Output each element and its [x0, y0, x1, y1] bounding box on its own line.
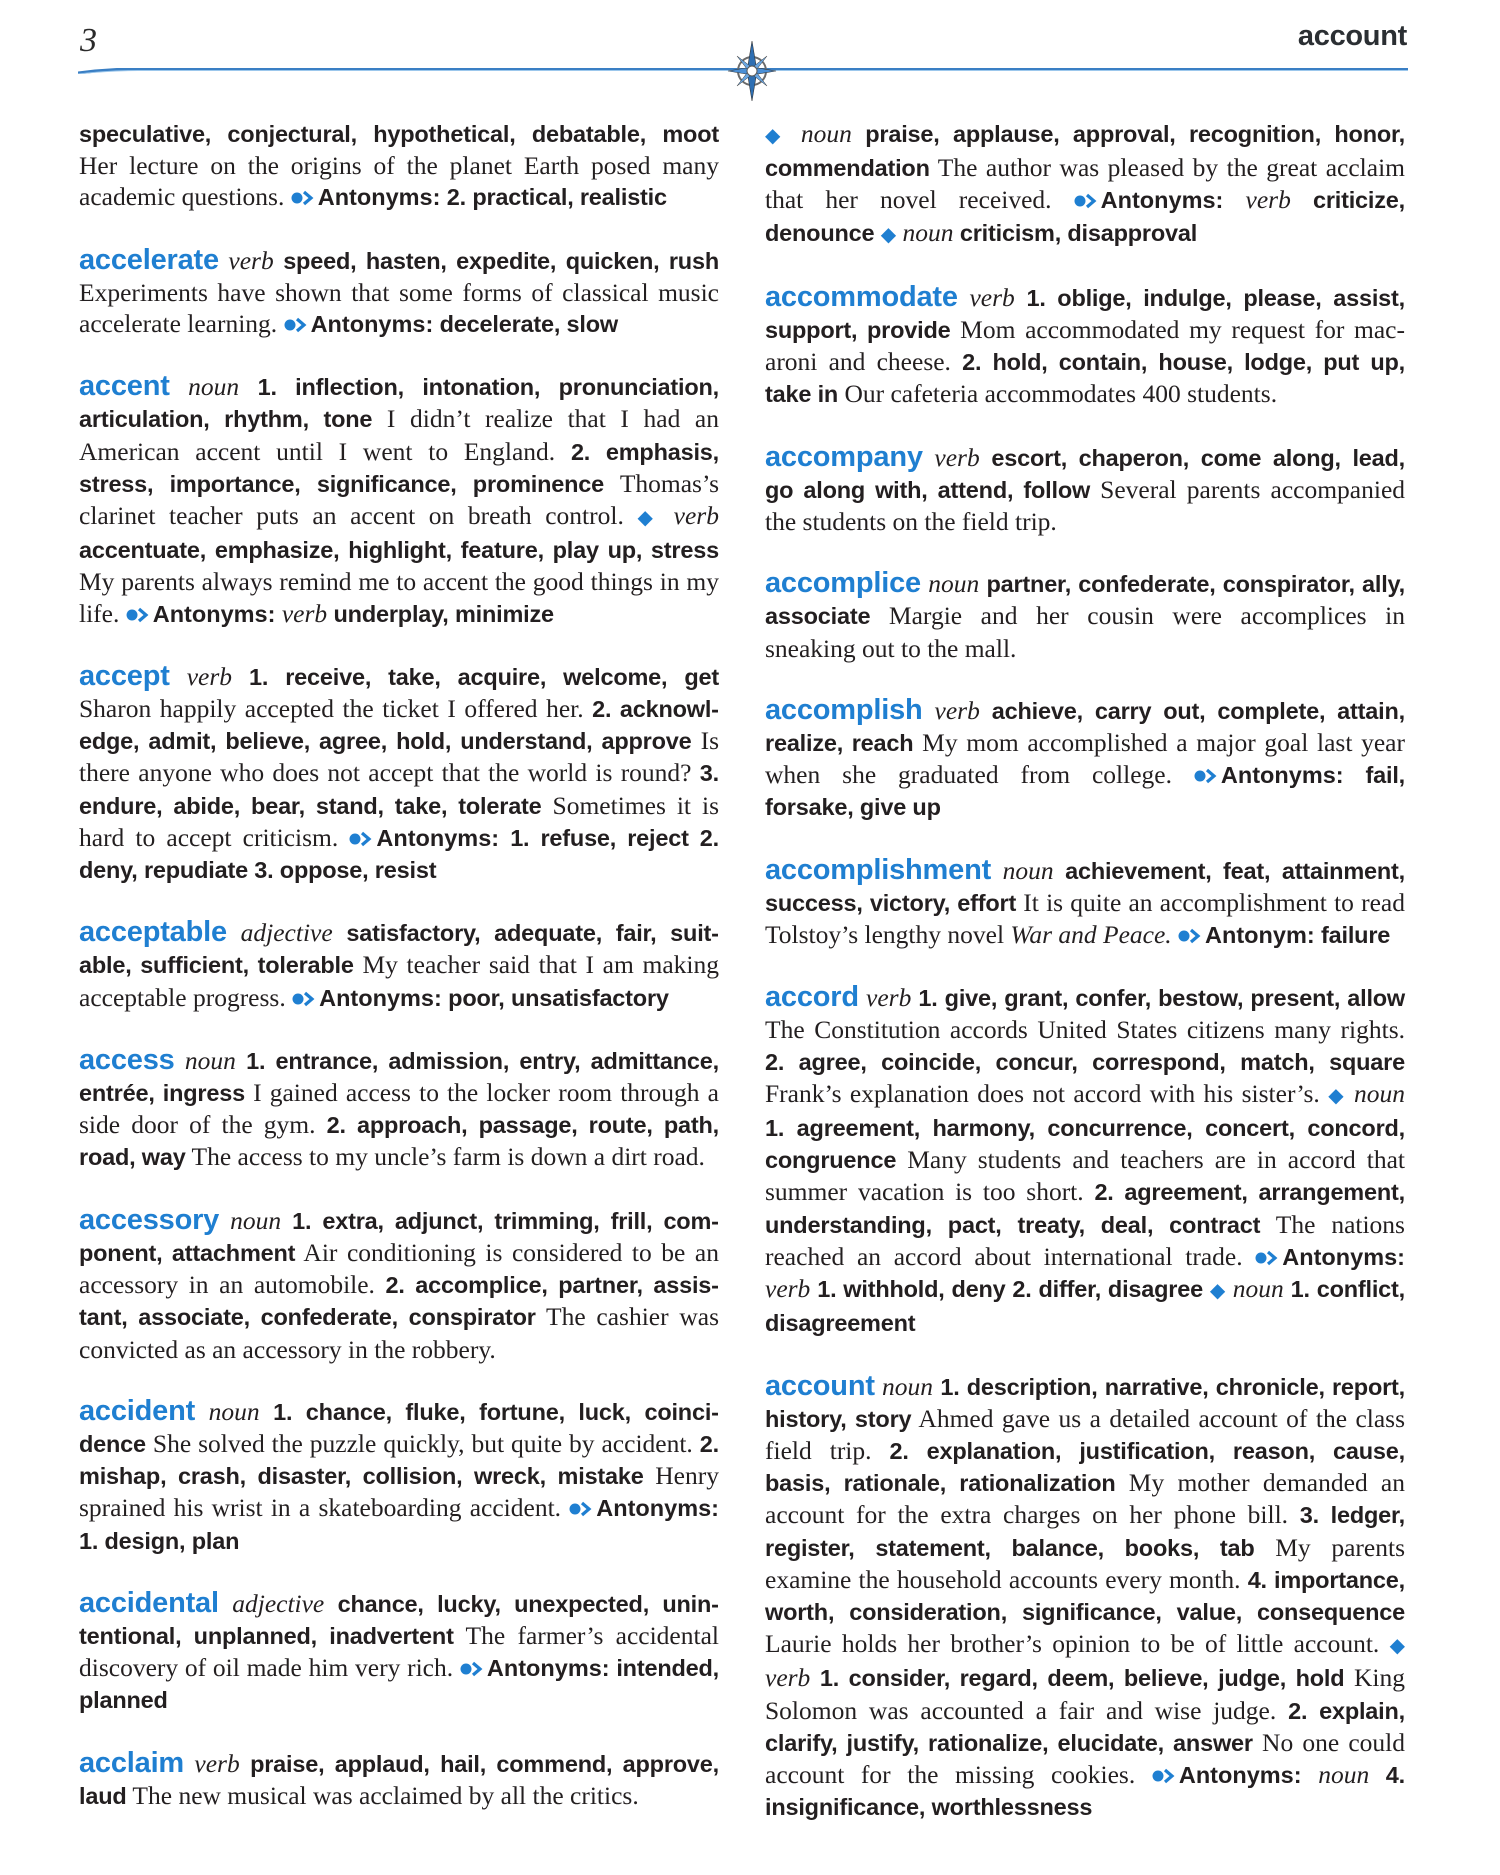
synonyms: 2. approach, passage, route, path, road, way — [79, 1112, 719, 1171]
synonyms: 1. chance, fluke, fortune, luck, coincidence — [79, 1398, 719, 1457]
example-sentence: Experiments have shown that some forms of classical music accelerate learning. — [79, 277, 719, 339]
headword: accidental — [79, 1586, 219, 1619]
synonyms: 1. design, plan — [79, 1527, 240, 1554]
antonyms-label: Antonyms: — [310, 311, 434, 338]
diamond-icon: ◆ — [1389, 1635, 1405, 1658]
antonym-marker-icon — [569, 1501, 593, 1517]
antonyms-label: Antonyms: — [376, 824, 500, 851]
example-sentence: The access to my uncle’s farm is down a dirt road. — [185, 1142, 705, 1172]
part-of-speech: verb — [275, 598, 334, 628]
synonyms: fail, forsake, give up — [765, 762, 1405, 821]
example-sentence: It is quite an accomplishment to read Tolstoy’s lengthy novel — [765, 887, 1405, 950]
example-sentence: No one could account for the missing cookies. — [765, 1727, 1406, 1789]
headword: accomplishment — [765, 853, 992, 886]
example-sentence: Many students and teachers are in accord that summer vacation is too short. — [765, 1145, 1405, 1207]
example-sentence: The Constitution accords United States citizens many rights. — [765, 1015, 1405, 1045]
synonyms: 2. accomplice, partner, assistant, associate, confederate, conspirator — [79, 1272, 719, 1331]
entry-continuation — [79, 118, 719, 214]
right-column — [765, 118, 1405, 1854]
synonyms: 4. insignificance, worthlessness — [765, 1761, 1405, 1821]
example-sentence: Margie and her cousin were accomplices in sneaking out to the mall. — [765, 601, 1405, 663]
antonym-marker-icon — [1152, 1768, 1176, 1784]
example-sentence: My mom accomplished a major goal last year when she graduated from college. — [765, 728, 1405, 790]
guide-word: account — [1297, 20, 1407, 52]
synonyms: decelerate, slow — [433, 311, 618, 338]
part-of-speech: noun — [195, 1396, 274, 1426]
synonyms: 2. hold, contain, house, lodge, put up, take in — [765, 349, 1405, 408]
synonyms: 1. conflict, disagreement — [765, 1276, 1405, 1337]
entry-accessory — [79, 1205, 719, 1365]
antonym-marker-icon — [126, 607, 150, 623]
synonyms: criticism, disapproval — [959, 219, 1198, 246]
part-of-speech: verb — [169, 661, 250, 691]
entry-continuation — [765, 118, 1405, 251]
part-of-speech: noun — [174, 1045, 247, 1075]
part-of-speech: noun — [991, 855, 1066, 885]
synonyms: 2. explanation, justification, reason, cause, basis, rationale, rationalization — [765, 1437, 1405, 1497]
antonyms-label: Antonyms: — [1100, 187, 1224, 214]
example-sentence: Air conditioning is considered to be an accessory in an automobile. — [79, 1237, 719, 1300]
headword: account — [765, 1369, 875, 1402]
antonyms-label: Antonyms: — [1220, 762, 1344, 789]
example-sentence: Sharon happily accepted the ticket I offered her. — [79, 694, 593, 724]
synonyms: 2. agreement, arrangement, understanding, pact, treaty, deal, contract — [765, 1179, 1405, 1238]
entry-accomplice — [765, 568, 1405, 664]
part-of-speech: verb — [660, 501, 719, 531]
synonyms: 1. give, grant, confer, bestow, present, allow — [918, 985, 1406, 1012]
headword: access — [79, 1043, 175, 1076]
diamond-icon: ◆ — [1328, 1084, 1346, 1107]
entry-accommodate — [765, 282, 1405, 411]
antonyms-label: Antonyms: — [1282, 1243, 1405, 1270]
synonyms: 1. oblige, indulge, please, assist, support, provide — [765, 284, 1405, 344]
page-number: 3 — [80, 22, 97, 59]
synonyms: 2. emphasis, stress, importance, significance, prominence — [79, 438, 719, 497]
example-sentence: My teacher said that I am making acceptable progress. — [79, 950, 720, 1012]
compass-rose-icon — [723, 40, 781, 102]
synonyms: praise, applause, approval, recognition, honor, commendation — [765, 121, 1405, 182]
synonyms: speculative, conjectural, hypothetical, debatable, moot — [79, 121, 719, 147]
synonyms: escort, chaperon, come along, lead, go along with, attend, follow — [765, 444, 1405, 503]
example-sentence: Thomas’s clarinet teacher puts an accent on breath control. — [79, 468, 719, 531]
part-of-speech: noun — [1301, 1759, 1386, 1789]
diamond-icon: ◆ — [880, 223, 897, 246]
synonyms: 2. acknowledge, admit, believe, agree, hold, understand, approve — [79, 696, 719, 755]
synonyms: 3. endure, abide, bear, stand, take, tolerate — [79, 760, 719, 819]
entry-accomplish — [765, 695, 1405, 824]
synonyms: chance, lucky, unexpected, unintentional, unplanned, inadvertent — [79, 1590, 719, 1649]
synonyms: 2. agree, coincide, concur, correspond, match, square — [765, 1048, 1405, 1075]
antonyms-label: Antonyms: — [319, 984, 442, 1011]
synonyms: 1. inflection, intonation, pronunciation, articulation, rhythm, tone — [79, 374, 719, 433]
example-sentence: Ahmed gave us a detailed account of the class field trip. — [765, 1403, 1406, 1465]
synonyms: 2. practical, realistic — [440, 184, 667, 211]
headword: accident — [79, 1394, 196, 1427]
example-sentence: The author was pleased by the great acclaim that her novel received. — [765, 153, 1405, 215]
part-of-speech: adjective — [226, 918, 347, 948]
synonyms: speed, hasten, expedite, quicken, rush — [283, 247, 719, 274]
example-sentence: My parents examine the household accounts every month. — [765, 1532, 1405, 1594]
antonyms-label: Antonyms: — [486, 1655, 610, 1682]
example-sentence: I gained access to the locker room through a side door of the gym. — [79, 1078, 719, 1140]
entry-accident — [79, 1396, 719, 1557]
part-of-speech: verb — [184, 1748, 251, 1778]
entry-accidental — [79, 1588, 719, 1717]
part-of-speech: noun — [169, 372, 258, 402]
headword: accept — [79, 659, 170, 692]
left-column — [79, 118, 719, 1843]
antonyms-label: Antonyms: — [317, 184, 441, 211]
diamond-icon: ◆ — [1209, 1280, 1226, 1303]
headword: accent — [79, 370, 170, 403]
antonym-marker-icon — [1074, 193, 1098, 209]
example-sentence: Mom accommodated my request for macaroni and cheese. — [765, 315, 1405, 377]
entry-accelerate — [79, 245, 719, 341]
headword: accord — [765, 981, 859, 1014]
synonyms: 1. description, narrative, chronicle, report, history, story — [765, 1373, 1406, 1432]
synonyms: accentuate, emphasize, highlight, feature, play up, stress — [79, 537, 719, 564]
part-of-speech: adjective — [218, 1588, 338, 1618]
antonyms-label: Antonym: — [1205, 922, 1315, 949]
example-sentence: Several parents accompanied the students on the field trip. — [765, 474, 1406, 537]
entry-account — [765, 1371, 1405, 1824]
part-of-speech: noun — [219, 1205, 293, 1235]
part-of-speech: noun — [896, 217, 960, 247]
entry-acclaim — [79, 1748, 719, 1812]
antonym-marker-icon — [284, 317, 308, 333]
antonyms-label: Antonyms: — [1178, 1761, 1302, 1788]
synonyms: 1. refuse, reject 2. deny, repudiate 3. oppose, resist — [79, 824, 720, 884]
synonyms: partner, confederate, conspirator, ally, associate — [765, 571, 1405, 630]
headword: accelerate — [79, 243, 219, 276]
example-sentence: The farmer’s accidental discovery of oil made him very rich. — [79, 1620, 719, 1683]
synonyms: satisfactory, adequate, fair, suitable, sufficient, tolerable — [79, 920, 719, 979]
part-of-speech: noun — [787, 119, 866, 148]
synonyms: poor, unsatisfactory — [441, 984, 669, 1011]
synonyms: 1. extra, adjunct, trimming, frill, component, attachment — [79, 1207, 719, 1266]
example-sentence: Henry sprained his wrist in a skateboarding accident. — [79, 1461, 719, 1523]
example-sentence: My mother demanded an account for the extra charges on her phone bill. — [765, 1468, 1405, 1530]
entry-accord — [765, 982, 1405, 1339]
synonyms: intended, planned — [79, 1655, 719, 1714]
headword: accomplish — [765, 693, 923, 726]
diamond-icon: ◆ — [765, 125, 788, 147]
synonyms: 4. importance, worth, consideration, significance, value, consequence — [765, 1566, 1405, 1625]
antonym-marker-icon — [292, 991, 316, 1007]
headword: accomplice — [765, 567, 921, 600]
antonym-marker-icon — [1194, 768, 1218, 784]
synonyms: achieve, carry out, complete, attain, realize, reach — [765, 697, 1405, 757]
part-of-speech: noun — [874, 1371, 941, 1401]
headword: accommodate — [765, 280, 958, 313]
synonyms: 1. agreement, harmony, concurrence, concert, concord, congruence — [765, 1115, 1405, 1174]
entry-access — [79, 1045, 719, 1174]
headword: acclaim — [79, 1746, 185, 1779]
antonyms-label: Antonyms: — [596, 1495, 719, 1522]
synonyms: 1. consider, regard, deem, believe, judge, hold — [819, 1665, 1345, 1692]
entry-acceptable — [79, 917, 719, 1014]
headword: accompany — [765, 440, 923, 473]
example-sentence: The cashier was convicted as an accessory in the robbery. — [79, 1302, 719, 1364]
part-of-speech: verb — [957, 282, 1027, 312]
antonym-marker-icon — [291, 190, 315, 206]
example-sentence: The new musical was acclaimed by all the critics. — [126, 1780, 639, 1810]
synonyms: 2. mishap, crash, disaster, collision, wreck, mistake — [79, 1430, 719, 1490]
headword: accessory — [79, 1203, 220, 1236]
entry-accept — [79, 661, 719, 886]
part-of-speech: verb — [218, 245, 284, 275]
headword: acceptable — [79, 916, 227, 949]
example-sentence: I didn’t realize that I had an American accent until I went to England. — [79, 404, 719, 466]
entry-accomplishment — [765, 855, 1405, 952]
synonyms: criticize, denounce — [765, 187, 1405, 246]
entry-accent — [79, 371, 719, 630]
example-sentence: Laurie holds her brother’s opinion to be of little account. — [765, 1629, 1390, 1659]
part-of-speech: verb — [858, 983, 919, 1013]
example-sentence: Our cafeteria accommodates 400 students. — [838, 379, 1278, 409]
example-sentence: King Solomon was accounted a fair and wise judge. — [765, 1663, 1406, 1725]
diamond-icon: ◆ — [637, 507, 661, 530]
example-sentence: She solved the puzzle quickly, but quite by accident. — [145, 1428, 700, 1458]
example-title: War and Peace. — [1010, 920, 1172, 950]
part-of-speech: verb — [765, 1274, 818, 1304]
synonyms: failure — [1314, 922, 1391, 949]
part-of-speech: noun — [1225, 1274, 1291, 1304]
part-of-speech: verb — [922, 442, 992, 472]
antonym-marker-icon — [460, 1661, 484, 1677]
antonym-marker-icon — [349, 831, 373, 847]
synonyms: praise, applaud, hail, commend, approve, laud — [79, 1750, 720, 1809]
part-of-speech: verb — [765, 1663, 820, 1693]
example-sentence: Her lecture on the origins of the planet Earth posed many academic questions. — [79, 151, 719, 212]
synonyms: 1. entrance, admission, entry, admittance, entrée, ingress — [79, 1047, 720, 1107]
example-sentence: The nations reached an accord about international trade. — [765, 1209, 1405, 1271]
example-sentence: Frank’s explanation does not accord with his sister’s. — [765, 1078, 1329, 1108]
antonym-marker-icon — [1255, 1250, 1279, 1266]
example-sentence: Is there anyone who does not accept that the world is round? — [79, 726, 720, 788]
synonyms: achievement, feat, attainment, success, victory, effort — [765, 857, 1405, 916]
part-of-speech: noun — [920, 569, 987, 599]
synonyms: 3. ledger, register, statement, balance, books, tab — [765, 1502, 1405, 1561]
part-of-speech: verb — [922, 695, 992, 725]
synonyms: 1. withhold, deny 2. differ, disagree — [817, 1276, 1210, 1303]
antonym-marker-icon — [1178, 928, 1202, 944]
antonyms-label: Antonyms: — [152, 600, 276, 627]
example-sentence: Sometimes it is hard to accept criticism. — [79, 790, 719, 852]
synonyms: 2. explain, clarify, justify, rationalize, elucidate, answer — [765, 1697, 1405, 1756]
synonyms: underplay, minimize — [333, 600, 554, 627]
part-of-speech: verb — [1223, 185, 1313, 215]
synonyms: 1. receive, take, acquire, welcome, get — [249, 663, 719, 690]
example-sentence: My parents always remind me to accent the good things in my life. — [79, 567, 719, 628]
part-of-speech: noun — [1345, 1078, 1405, 1108]
entry-accompany — [765, 442, 1405, 538]
